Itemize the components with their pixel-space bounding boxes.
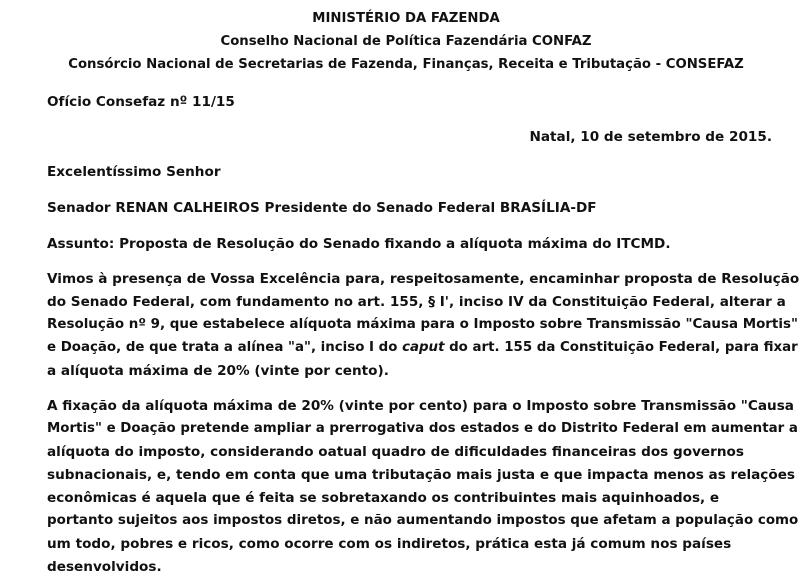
council-heading: Conselho Nacional de Política Fazendária CONFAZ — [220, 34, 592, 49]
paragraph-line: econômicas é aquela que é feita se sobretaxando os contribuintes mais aquinhoados, e — [47, 490, 720, 506]
paragraph-line: Mortis" e Doação pretende ampliar a prerrogativa dos estados e do Distrito Federal em aumentar a — [47, 421, 798, 436]
paragraph-line — [47, 339, 798, 357]
paragraph-line: portanto sujeitos aos impostos diretos, e não aumentando impostos que afetam a população como — [47, 513, 799, 528]
paragraph-line: do Senado Federal, com fundamento no art. 155, § I', inciso IV da Constituição Federal, alterar a — [47, 294, 786, 310]
ministry-heading: MINISTÉRIO DA FAZENDA — [312, 11, 500, 26]
recipient: Senador RENAN CALHEIROS Presidente do Senado Federal BRASÍLIA-DF — [47, 200, 597, 216]
caput-italic: caput — [402, 340, 445, 355]
paragraph-line: desenvolvidos. — [47, 559, 162, 575]
paragraph-line: alíquota do imposto, considerando oatual quadro de dificuldades financeiras dos governos — [47, 444, 744, 460]
text-run: do art. 155 da Constituição Federal, para fixar — [444, 340, 798, 355]
consortium-heading: Consórcio Nacional de Secretarias de Fazenda, Finanças, Receita e Tributação - CONSEFAZ — [68, 57, 744, 72]
paragraph-line: Resolução nº 9, que estabelece alíquota máxima para o Imposto sobre Transmissão "Causa Mortis" — [47, 317, 798, 332]
paragraph-line: um todo, pobres e ricos, como ocorre com os indiretos, prática esta já comum nos países — [47, 536, 732, 552]
text-run: e Doação, de que trata a alínea "a", inciso I do — [47, 340, 403, 355]
letter-reference: Ofício Consefaz nº 11/15 — [47, 94, 235, 110]
paragraph-line: subnacionais, e, tendo em conta que uma tributação mais justa e que impacta menos as relações — [47, 467, 796, 483]
paragraph-line: A fixação da alíquota máxima de 20% (vinte por cento) para o Imposto sobre Transmissão "Causa — [47, 398, 794, 414]
salutation: Excelentíssimo Senhor — [47, 164, 221, 180]
paragraph-line: Vimos à presença de Vossa Excelência para, respeitosamente, encaminhar proposta de Resolução — [47, 271, 800, 287]
paragraph-line: a alíquota máxima de 20% (vinte por cento). — [47, 363, 389, 379]
subject-line: Assunto: Proposta de Resolução do Senado fixando a alíquota máxima do ITCMD. — [47, 236, 671, 252]
date-line: Natal, 10 de setembro de 2015. — [529, 129, 772, 145]
